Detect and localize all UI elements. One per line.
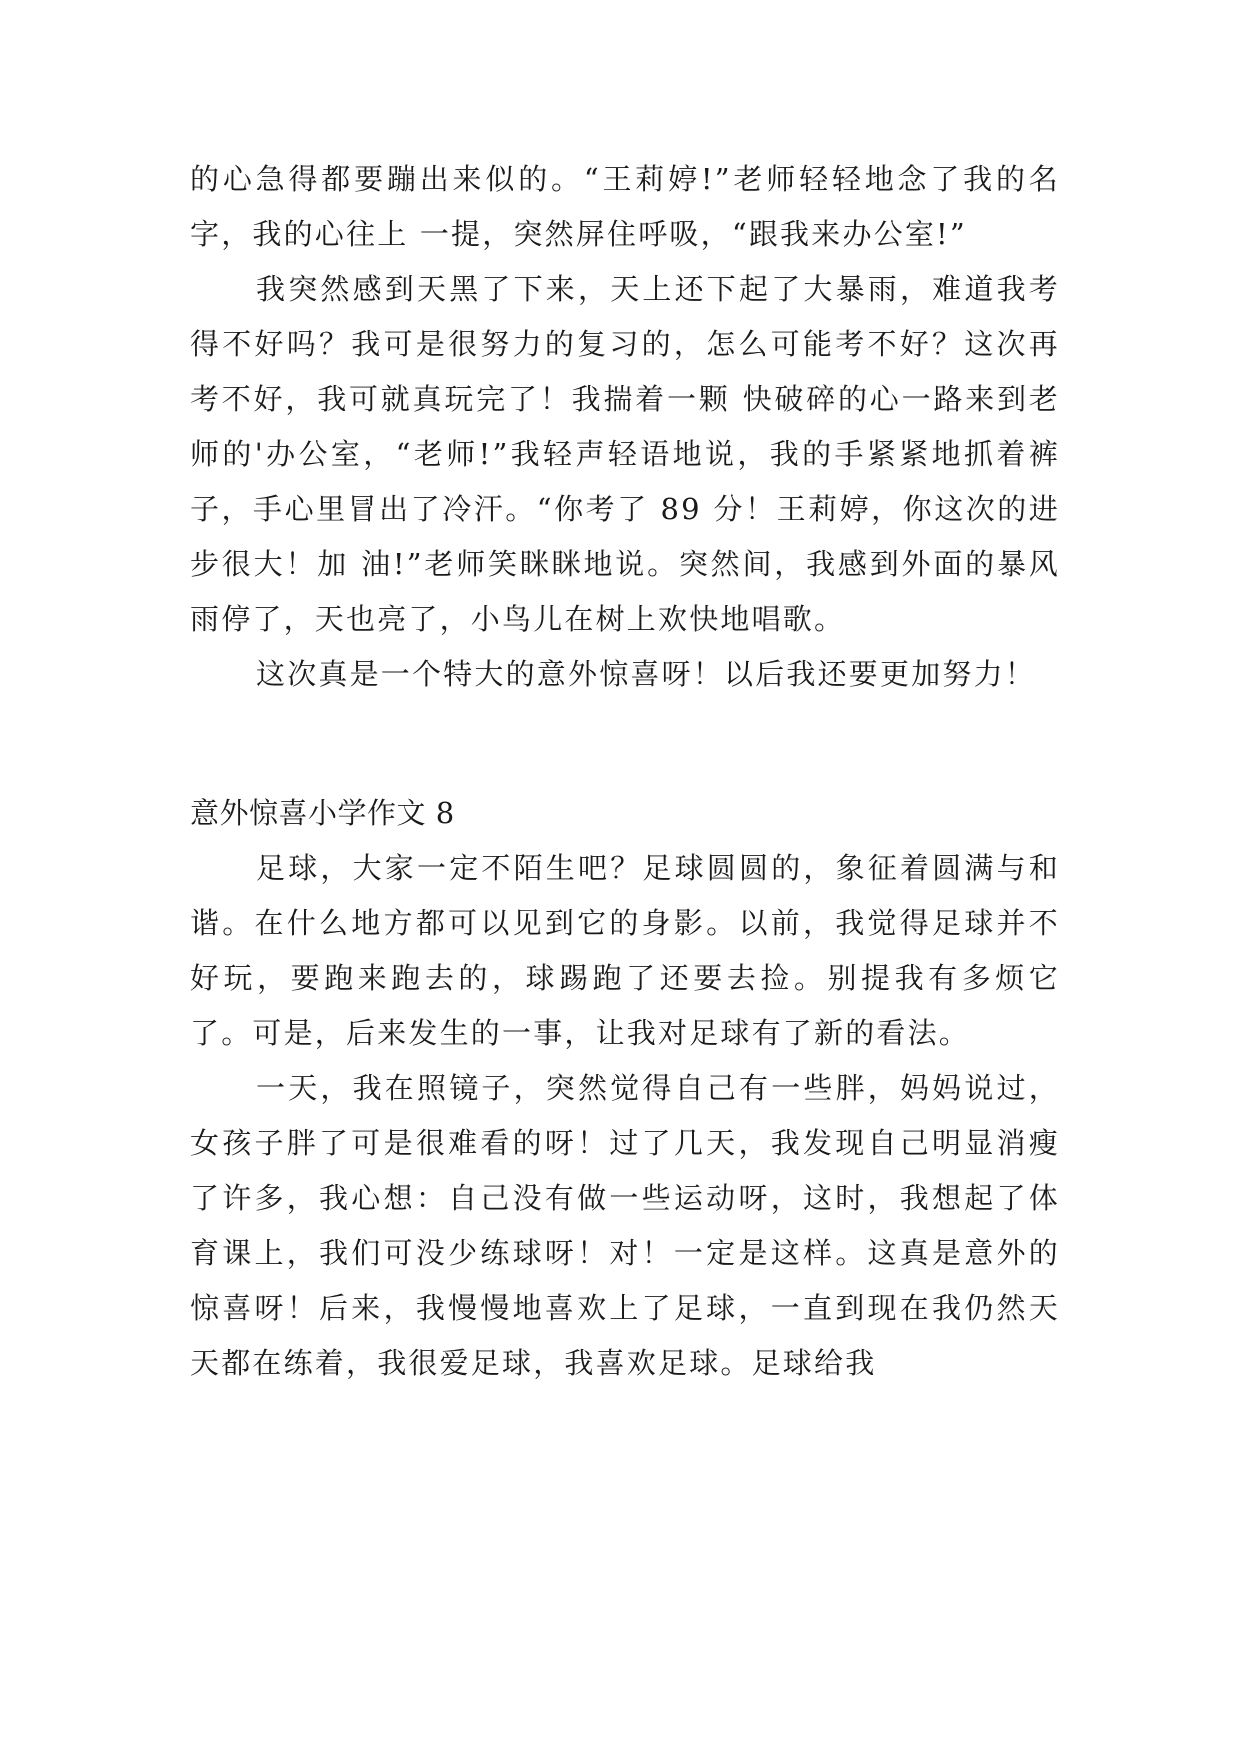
paragraph-3: 这次真是一个特大的意外惊喜呀！以后我还要更加努力！ [256, 657, 1037, 691]
paragraph-2: 我突然感到天黑了下来，天上还下起了大暴雨，难道我考得不好吗？我可是很努力的复习的，怎么可能考不好？这次再考不好，我可就真玩完了！我揣着一颗 快破碎的心一路来到老师的'办公室，“老师!”我轻声轻语地说，我的手紧紧地抓着裤子，手心里冒出了冷汗。“你考了 89 分！王莉婷，你这次的进步很大！加 油!”老师笑眯眯地说。突然间，我感到外面的暴风雨停了，天也亮了，小鸟儿在树上欢快地唱歌。 [190, 272, 1060, 636]
section-gap [190, 702, 1060, 786]
document-page [190, 152, 1060, 1391]
paragraph-1: 的心急得都要蹦出来似的。“王莉婷!”老师轻轻地念了我的名字，我的心往上 一提，突然屏住呼吸，“跟我来办公室!” [190, 162, 1060, 251]
paragraph-4: 足球，大家一定不陌生吧？足球圆圆的，象征着圆满与和谐。在什么地方都可以见到它的身影。以前，我觉得足球并不好玩，要跑来跑去的，球踢跑了还要去捡。别提我有多烦它了。可是，后来发生的一事，让我对足球有了新的看法。 [190, 851, 1060, 1050]
section-title: 意外惊喜小学作文 8 [190, 796, 455, 830]
paragraph-5: 一天，我在照镜子，突然觉得自己有一些胖，妈妈说过，女孩子胖了可是很难看的呀！过了几天，我发现自己明显消瘦了许多，我心想：自己没有做一些运动呀，这时，我想起了体育课上，我们可没少练球呀！对！一定是这样。这真是意外的惊喜呀！后来，我慢慢地喜欢上了足球，一直到现在我仍然天天都在练着，我很爱足球，我喜欢足球。足球给我 [190, 1071, 1060, 1380]
